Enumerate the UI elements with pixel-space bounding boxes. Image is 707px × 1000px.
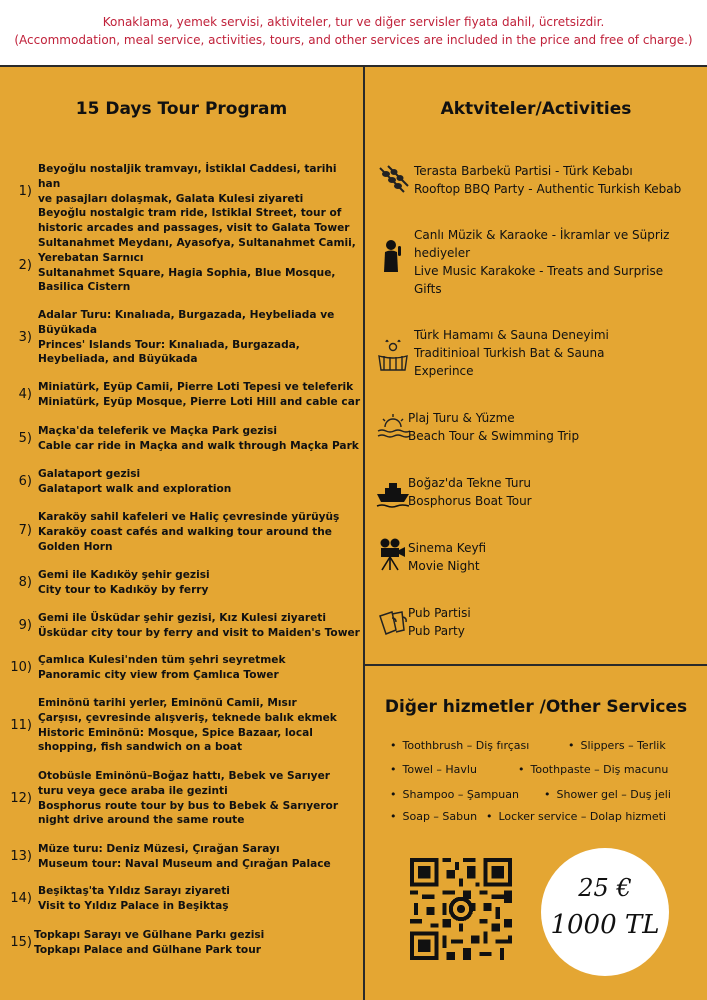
tour-line: Üsküdar city tour by ferry and visit to Maiden's Tower: [38, 626, 360, 639]
activity-line: hediyeler: [414, 246, 471, 260]
tour-line: Sultanahmet Meydanı, Ayasofya, Sultanahmet Camii,: [38, 237, 356, 249]
activity-text: [408, 604, 698, 640]
tour-line: Beyoğlu nostalgic tram ride, Istiklal Street, tour of: [38, 207, 342, 220]
price-tl: 1000 TL: [550, 910, 660, 940]
tour-line: Gemi ile Kadıköy şehir gezisi: [38, 569, 210, 581]
tour-line: Adalar Turu: Kınalıada, Burgazada, Heybeliada ve: [38, 309, 335, 321]
activity-text: [408, 474, 698, 510]
service-item: • Slippers – Terlik: [568, 739, 666, 752]
activity-line: Sinema Keyfi: [408, 541, 487, 555]
activity-line: Terasta Barbekü Partisi - Türk Kebabı: [414, 164, 633, 178]
tour-program-title: 15 Days Tour Program: [75, 99, 288, 119]
service-item: • Toothbrush – Diş fırçası: [390, 739, 529, 752]
tour-line: Cable car ride in Maçka and walk through Maçka Park: [38, 439, 359, 452]
tour-day-text: [38, 380, 362, 410]
tour-day-number: 6): [18, 474, 32, 489]
tour-line: Gemi ile Üsküdar şehir gezisi, Kız Kulesi ziyareti: [38, 612, 326, 624]
tour-day-number: 9): [18, 618, 32, 633]
beach-sunset-icon: [376, 411, 410, 445]
tour-line: turu veya gece araba ile gezinti: [38, 784, 228, 797]
activity-line: Bosphorus Boat Tour: [408, 494, 532, 508]
service-item: • Toothpaste – Diş macunu: [518, 763, 668, 776]
tour-day-text: [38, 611, 362, 641]
tour-line: Golden Horn: [38, 540, 113, 553]
tour-line: Beyoğlu nostaljik tramvayı, İstiklal Caddesi, tarihi han: [38, 163, 337, 190]
whatsapp-icon: [449, 897, 473, 921]
tour-day-text: [38, 568, 362, 598]
tour-day-text: [38, 842, 362, 872]
tour-line: Panoramic city view from Çamlıca Tower: [38, 668, 279, 681]
tour-day-text: [38, 236, 362, 295]
tour-line: Eminönü tarihi yerler, Eminönü Camii, Mısır: [38, 697, 297, 709]
tour-day-number: 5): [18, 431, 32, 446]
bbq-skewers-icon: [376, 162, 410, 196]
service-item: • Locker service – Dolap hizmeti: [486, 810, 666, 823]
activity-line: Rooftop BBQ Party - Authentic Turkish Kebab: [414, 182, 682, 196]
tour-line: Beşiktaş'ta Yıldız Sarayı ziyareti: [38, 885, 230, 897]
tour-line: Büyükada: [38, 323, 97, 336]
tour-day-number: 7): [18, 523, 32, 538]
tour-line: Museum tour: Naval Museum and Çırağan Palace: [38, 857, 331, 870]
tour-line: Çamlıca Kulesi'nden tüm şehri seyretmek: [38, 654, 286, 666]
activity-line: Boğaz'da Tekne Turu: [408, 476, 532, 490]
activity-text: [408, 539, 698, 575]
tour-line: Otobüsle Eminönü–Boğaz hattı, Bebek ve Sarıyer: [38, 770, 330, 782]
tour-line: Miniatürk, Eyüp Mosque, Pierre Loti Hill and cable car: [38, 395, 361, 408]
activity-line: Traditinioal Turkish Bat & Sauna: [414, 346, 605, 360]
tour-line: ve pasajları dolaşmak, Galata Kulesi ziyareti: [38, 192, 304, 205]
tour-day-number: 11): [10, 718, 32, 733]
top-divider: [0, 65, 707, 67]
boat-icon: [376, 476, 410, 510]
tour-line: night drive around the same route: [38, 814, 245, 827]
tour-day-number: 8): [18, 575, 32, 590]
service-item: • Soap – Sabun: [390, 810, 477, 823]
tour-line: Visit to Yıldız Palace in Beşiktaş: [38, 899, 229, 912]
tour-line: Topkapı Palace and Gülhane Park tour: [34, 943, 261, 956]
tour-day-number: 13): [10, 849, 32, 864]
tour-day-text: [38, 162, 362, 236]
banner-english: (Accommodation, meal service, activities, tours, and other services are included in the price and free of charge.): [14, 33, 693, 47]
price-euro: 25 €: [578, 874, 632, 902]
activity-line: Pub Partisi: [408, 606, 471, 620]
activity-text: [408, 409, 698, 445]
tour-day-text: [38, 308, 362, 367]
service-item: • Shampoo – Şampuan: [390, 788, 519, 801]
tour-line: Heybeliada, and Büyükada: [38, 353, 198, 366]
column-divider: [363, 65, 365, 1000]
service-item: • Shower gel – Duş jeli: [544, 788, 671, 801]
activity-line: Türk Hamamı & Sauna Deneyimi: [414, 328, 609, 342]
tour-day-number: 12): [10, 791, 32, 806]
qr-code[interactable]: [410, 858, 512, 960]
tour-line: Çarşısı, çevresinde alışveriş, teknede balık ekmek: [38, 711, 337, 724]
tour-day-text: [38, 653, 362, 683]
services-title: Diğer hizmetler /Other Services: [384, 697, 688, 717]
tour-day-text: [38, 769, 362, 828]
tour-line: Topkapı Sarayı ve Gülhane Parkı gezisi: [34, 929, 265, 941]
singer-microphone-icon: [376, 238, 410, 272]
tour-day-number: 3): [18, 330, 32, 345]
tour-day-number: 14): [10, 891, 32, 906]
tour-day-text: [38, 884, 362, 914]
tour-line: Sultanahmet Square, Hagia Sophia, Blue Mosque,: [38, 266, 336, 279]
tour-day-text: [34, 928, 358, 958]
tour-line: Karaköy sahil kafeleri ve Haliç çevresinde yürüyüş: [38, 511, 340, 523]
activity-text: [414, 326, 704, 380]
services-divider: [365, 664, 707, 666]
price-badge: [541, 848, 669, 976]
activities-title: Aktviteler/Activities: [440, 99, 632, 119]
tour-line: Maçka'da teleferik ve Maçka Park gezisi: [38, 425, 277, 437]
banner-turkish: Konaklama, yemek servisi, aktiviteler, tur ve diğer servisler fiyata dahil, ücretsizdir.: [102, 15, 605, 29]
activity-line: Canlı Müzik & Karaoke - İkramlar ve Süpriz: [414, 228, 670, 242]
tour-day-text: [38, 510, 362, 554]
activity-line: Experince: [414, 364, 474, 378]
activity-line: Beach Tour & Swimming Trip: [408, 429, 580, 443]
tour-day-number: 10): [10, 660, 32, 675]
activity-text: [414, 162, 704, 198]
tour-line: Yerebatan Sarnıcı: [38, 251, 144, 264]
hamam-bath-icon: [376, 338, 410, 372]
tour-day-number: 1): [18, 184, 32, 199]
activity-line: Pub Party: [408, 624, 465, 638]
tour-day-number: 15): [10, 935, 32, 950]
tour-line: Müze turu: Deniz Müzesi, Çırağan Sarayı: [38, 843, 280, 855]
tour-line: Karaköy coast cafés and walking tour around the: [38, 525, 332, 538]
tour-line: Bosphorus route tour by bus to Bebek & Sarıyeror: [38, 799, 339, 812]
activity-line: Gifts: [414, 282, 442, 296]
tour-line: City tour to Kadıköy by ferry: [38, 583, 209, 596]
tour-day-text: [38, 696, 362, 755]
tour-line: Basilica Cistern: [38, 281, 131, 294]
tour-day-number: 4): [18, 387, 32, 402]
tour-day-text: [38, 424, 362, 454]
tour-day-number: 2): [18, 258, 32, 273]
activity-line: Movie Night: [408, 559, 480, 573]
tour-line: Miniatürk, Eyüp Camii, Pierre Loti Tepesi ve teleferik: [38, 381, 354, 393]
tour-line: historic arcades and passages, visit to Galata Tower: [38, 222, 350, 235]
beer-mugs-icon: [376, 606, 410, 640]
tour-line: shopping, fish sandwich on a boat: [38, 741, 243, 754]
tour-day-text: [38, 467, 362, 497]
tour-line: Galataport walk and exploration: [38, 482, 232, 495]
tour-line: Galataport gezisi: [38, 468, 141, 480]
activity-line: Live Music Karakoke - Treats and Surprise: [414, 264, 664, 278]
service-item: • Towel – Havlu: [390, 763, 477, 776]
activity-text: [414, 226, 704, 298]
film-camera-icon: [376, 537, 410, 571]
tour-line: Historic Eminönü: Mosque, Spice Bazaar, local: [38, 726, 313, 739]
activity-line: Plaj Turu & Yüzme: [408, 411, 515, 425]
top-banner: [0, 0, 707, 65]
tour-line: Princes' Islands Tour: Kınalıada, Burgazada,: [38, 338, 300, 351]
